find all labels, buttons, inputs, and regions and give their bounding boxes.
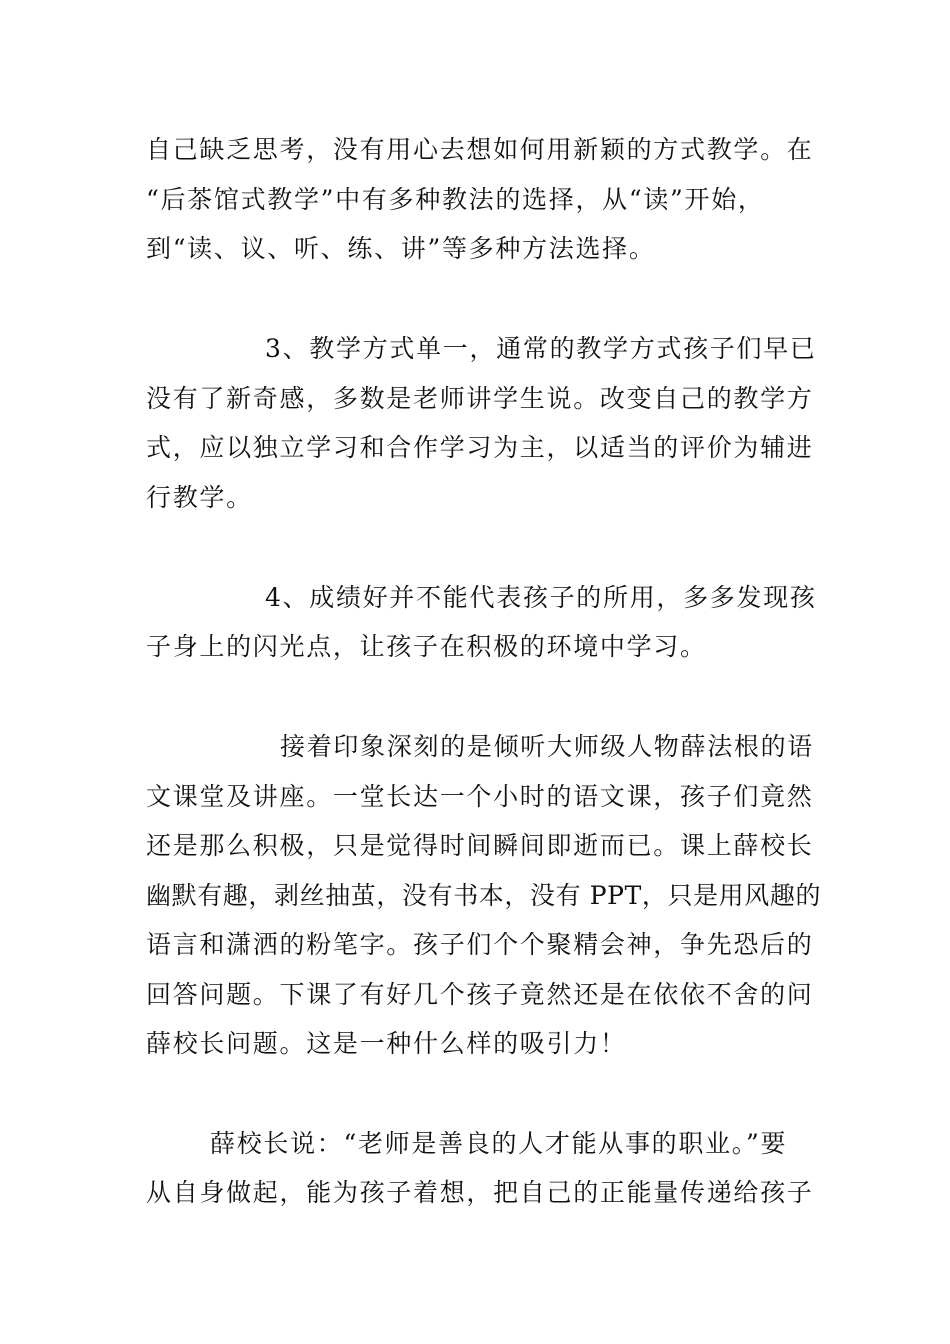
text-line: 行教学。 bbox=[146, 483, 253, 512]
text-line: 没有了新奇感，多数是老师讲学生说。改变自己的教学方 bbox=[146, 384, 814, 413]
text-line: 回答问题。下课了有好几个孩子竟然还是在依依不舍的问 bbox=[146, 980, 814, 1009]
text-line: 薛校长问题。这是一种什么样的吸引力！ bbox=[146, 1029, 627, 1058]
text-line: 文课堂及讲座。一堂长达一个小时的语文课，孩子们竟然 bbox=[146, 782, 814, 811]
text-line: 式，应以独立学习和合作学习为主，以适当的评价为辅进 bbox=[146, 433, 814, 462]
text-line: 到“读、议、听、练、讲”等多种方法选择。 bbox=[146, 234, 656, 263]
text-line: 幽默有趣，剥丝抽茧，没有书本，没有 PPT，只是用风趣的 bbox=[146, 881, 822, 910]
text-line: 3、教学方式单一，通常的教学方式孩子们早已 bbox=[265, 334, 817, 363]
text-line: 语言和潇洒的粉笔字。孩子们个个聚精会神，争先恐后的 bbox=[146, 930, 814, 959]
text-line: 子身上的闪光点，让孩子在积极的环境中学习。 bbox=[146, 632, 707, 661]
text-line: 从自身做起，能为孩子着想，把自己的正能量传递给孩子 bbox=[146, 1178, 814, 1207]
text-line: 接着印象深刻的是倾听大师级人物薛法根的语 bbox=[280, 732, 815, 761]
text-line: 4、成绩好并不能代表孩子的所用，多多发现孩 bbox=[265, 583, 817, 612]
text-line: 自己缺乏思考，没有用心去想如何用新颖的方式教学。在 bbox=[146, 135, 814, 164]
text-line: “后茶馆式教学”中有多种教法的选择，从“读”开始， bbox=[146, 185, 765, 214]
text-line: 薛校长说：“老师是善良的人才能从事的职业。”要 bbox=[210, 1129, 788, 1158]
text-line: 还是那么积极，只是觉得时间瞬间即逝而已。课上薛校长 bbox=[146, 831, 814, 860]
